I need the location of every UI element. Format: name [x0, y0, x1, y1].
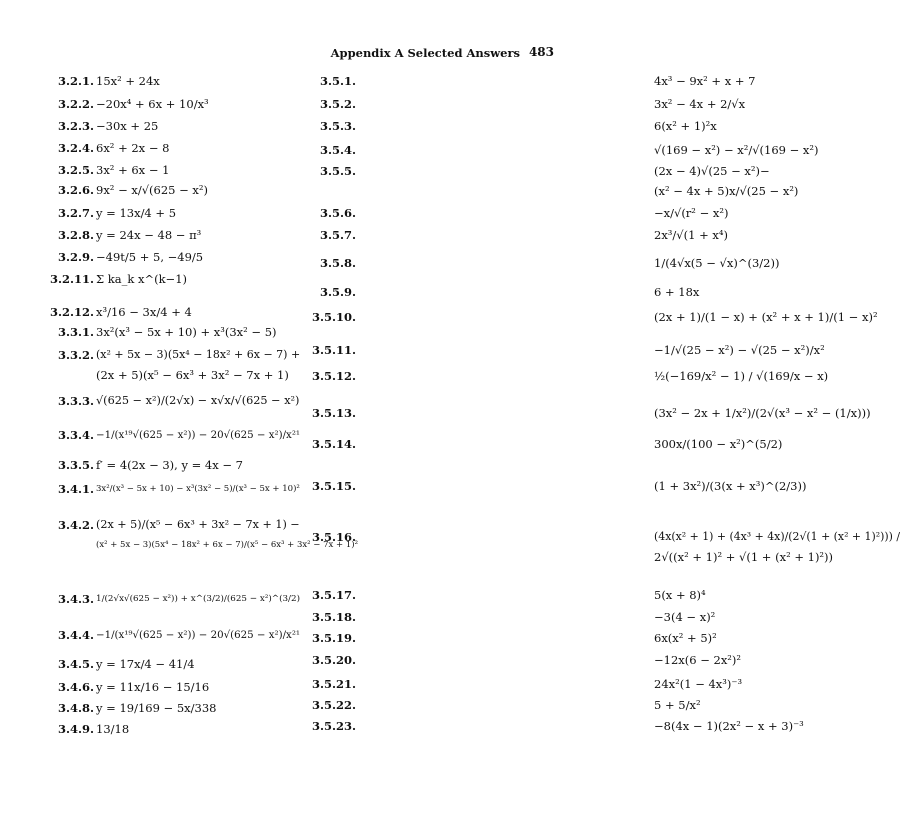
answer-expression: −30x + 25 — [96, 119, 159, 133]
answer-expression: 3x²(x³ − 5x + 10) + x³(3x² − 5) — [96, 325, 277, 339]
answer-expression: y = 11x/16 − 15/16 — [96, 680, 210, 694]
answer-expression: −1/√(25 − x²) − √(25 − x²)/x² — [654, 343, 825, 357]
answer-expression: −x/√(r² − x²) — [654, 206, 729, 220]
answer-expression: Σ ka_k x^(k−1) — [96, 272, 188, 286]
answer-expression: x³/16 − 3x/4 + 4 — [96, 305, 192, 319]
answer-expression: 1/(4√x(5 − √x)^(3/2)) — [654, 256, 780, 270]
answer-expression: −1/(x¹⁹√(625 − x²)) − 20√(625 − x²)/x²¹ — [96, 429, 301, 441]
answer-number: 3.3.5. — [57, 458, 94, 472]
answer-number: 3.2.12. — [49, 305, 94, 319]
answer-number: 3.5.15. — [311, 479, 356, 493]
answer-number: 3.5.14. — [311, 437, 356, 451]
answer-expression: √(625 − x²)/(2√x) − x√x/√(625 − x²) — [96, 394, 300, 407]
answer-number: 3.5.1. — [319, 74, 356, 88]
answer-number: 3.5.7. — [319, 228, 356, 242]
answer-expression: (2x + 5)/(x⁵ − 6x³ + 3x² − 7x + 1) − — [96, 518, 300, 531]
answer-expression: (1 + 3x²)/(3(x + x³)^(2/3)) — [654, 479, 807, 493]
answer-expression: 5(x + 8)⁴ — [654, 588, 706, 602]
answer-expression-continued: (x² + 5x − 3)(5x⁴ − 18x² + 6x − 7)/(x⁵ − 6x³ + 3x² − 7x + 1)² — [96, 540, 358, 550]
page-number: 483 — [528, 45, 554, 59]
answer-expression: y = 24x − 48 − π³ — [96, 228, 202, 242]
answer-number: 3.2.9. — [57, 250, 94, 264]
answer-number: 3.4.4. — [57, 628, 94, 642]
answer-expression: 24x²(1 − 4x³)⁻³ — [654, 677, 743, 691]
answer-number: 3.5.21. — [311, 677, 356, 691]
answer-expression: −12x(6 − 2x²)² — [654, 653, 742, 667]
answer-expression: 6 + 18x — [654, 285, 700, 299]
answer-number: 3.5.12. — [311, 369, 356, 383]
answer-number: 3.5.8. — [319, 256, 356, 270]
answer-expression: 13/18 — [96, 722, 130, 736]
answer-expression: √(169 − x²) − x²/√(169 − x²) — [654, 143, 819, 157]
answer-expression: 4x³ − 9x² + x + 7 — [654, 74, 756, 88]
answer-number: 3.4.5. — [57, 657, 94, 671]
answer-expression-continued: (2x + 5)(x⁵ − 6x³ + 3x² − 7x + 1) — [96, 368, 289, 382]
answer-expression: 5 + 5/x² — [654, 698, 701, 712]
answer-number: 3.3.1. — [57, 325, 94, 339]
answer-number: 3.5.9. — [319, 285, 356, 299]
answer-expression: 6x(x² + 5)² — [654, 631, 717, 645]
answer-number: 3.5.4. — [319, 143, 356, 157]
answer-expression: −3(4 − x)² — [654, 610, 716, 624]
answer-expression: (2x + 1)/(1 − x) + (x² + x + 1)/(1 − x)² — [654, 310, 878, 324]
page-header — [0, 44, 630, 64]
answer-number: 3.3.2. — [57, 348, 94, 362]
answer-number: 3.2.8. — [57, 228, 94, 242]
answer-expression: ½(−169/x² − 1) / √(169/x − x) — [654, 369, 829, 383]
answer-number: 3.3.4. — [57, 428, 94, 442]
answer-number: 3.5.19. — [311, 631, 356, 645]
answer-number: 3.5.13. — [311, 406, 356, 420]
answer-number: 3.3.3. — [57, 394, 94, 408]
answer-number: 3.4.9. — [57, 722, 94, 736]
answer-number: 3.5.16. — [311, 530, 356, 544]
answer-expression: −8(4x − 1)(2x² − x + 3)⁻³ — [654, 719, 804, 733]
answer-number: 3.2.1. — [57, 74, 94, 88]
answer-expression: (x² + 5x − 3)(5x⁴ − 18x² + 6x − 7) + — [96, 348, 301, 361]
answer-expression: 2x³/√(1 + x⁴) — [654, 228, 728, 242]
answer-number: 3.5.22. — [311, 698, 356, 712]
answer-expression: 1/(2√x√(625 − x²)) + x^(3/2)/(625 − x²)^(3/2) — [96, 594, 300, 604]
answer-expression-continued: 2√((x² + 1)² + √(1 + (x² + 1)²)) — [654, 550, 834, 564]
answer-number: 3.4.1. — [57, 482, 94, 496]
answer-expression: f′ = 4(2x − 3), y = 4x − 7 — [96, 458, 243, 472]
answer-number: 3.4.2. — [57, 518, 94, 532]
answer-number: 3.5.2. — [319, 97, 356, 111]
answer-expression: 3x² − 4x + 2/√x — [654, 97, 746, 111]
answer-expression: y = 17x/4 − 41/4 — [96, 657, 195, 671]
answer-number: 3.5.17. — [311, 588, 356, 602]
answer-number: 3.2.4. — [57, 141, 94, 155]
answer-number: 3.5.18. — [311, 610, 356, 624]
answer-number: 3.5.5. — [319, 164, 356, 178]
answer-expression: (3x² − 2x + 1/x²)/(2√(x³ − x² − (1/x))) — [654, 406, 871, 420]
answer-number: 3.5.6. — [319, 206, 356, 220]
answer-expression: (2x − 4)√(25 − x²)− — [654, 164, 770, 178]
answer-number: 3.4.8. — [57, 701, 94, 715]
answer-expression: 6x² + 2x − 8 — [96, 141, 170, 155]
answer-expression: (4x(x² + 1) + (4x³ + 4x)/(2√(1 + (x² + 1)²))) / — [654, 530, 900, 543]
answer-number: 3.2.11. — [49, 272, 94, 286]
answer-expression: 15x² + 24x — [96, 74, 160, 88]
answer-number: 3.5.23. — [311, 719, 356, 733]
answer-number: 3.4.6. — [57, 680, 94, 694]
answer-expression: y = 13x/4 + 5 — [96, 206, 177, 220]
answer-expression: 3x² + 6x − 1 — [96, 163, 170, 177]
answer-number: 3.5.20. — [311, 653, 356, 667]
answer-number: 3.5.3. — [319, 119, 356, 133]
answer-number: 3.2.7. — [57, 206, 94, 220]
answer-number: 3.2.2. — [57, 97, 94, 111]
answer-expression: −20x⁴ + 6x + 10/x³ — [96, 97, 209, 111]
answer-expression-continued: (x² − 4x + 5)x/√(25 − x²) — [654, 184, 799, 198]
answer-number: 3.5.11. — [311, 343, 356, 357]
answer-number: 3.2.6. — [57, 183, 94, 197]
answer-expression: 300x/(100 − x²)^(5/2) — [654, 437, 783, 451]
answer-expression: 9x² − x/√(625 − x²) — [96, 183, 209, 197]
answer-expression: 3x²/(x³ − 5x + 10) − x³(3x² − 5)/(x³ − 5x + 10)² — [96, 484, 300, 494]
answer-expression: 6(x² + 1)²x — [654, 119, 717, 133]
running-title: Appendix A Selected Answers — [330, 46, 520, 60]
answer-number: 3.4.3. — [57, 592, 94, 606]
answer-expression: −49t/5 + 5, −49/5 — [96, 250, 204, 264]
answer-number: 3.5.10. — [311, 310, 356, 324]
answer-number: 3.2.3. — [57, 119, 94, 133]
answer-expression: −1/(x¹⁹√(625 − x²)) − 20√(625 − x²)/x²¹ — [96, 629, 301, 641]
answer-number: 3.2.5. — [57, 163, 94, 177]
answer-expression: y = 19/169 − 5x/338 — [96, 701, 217, 715]
